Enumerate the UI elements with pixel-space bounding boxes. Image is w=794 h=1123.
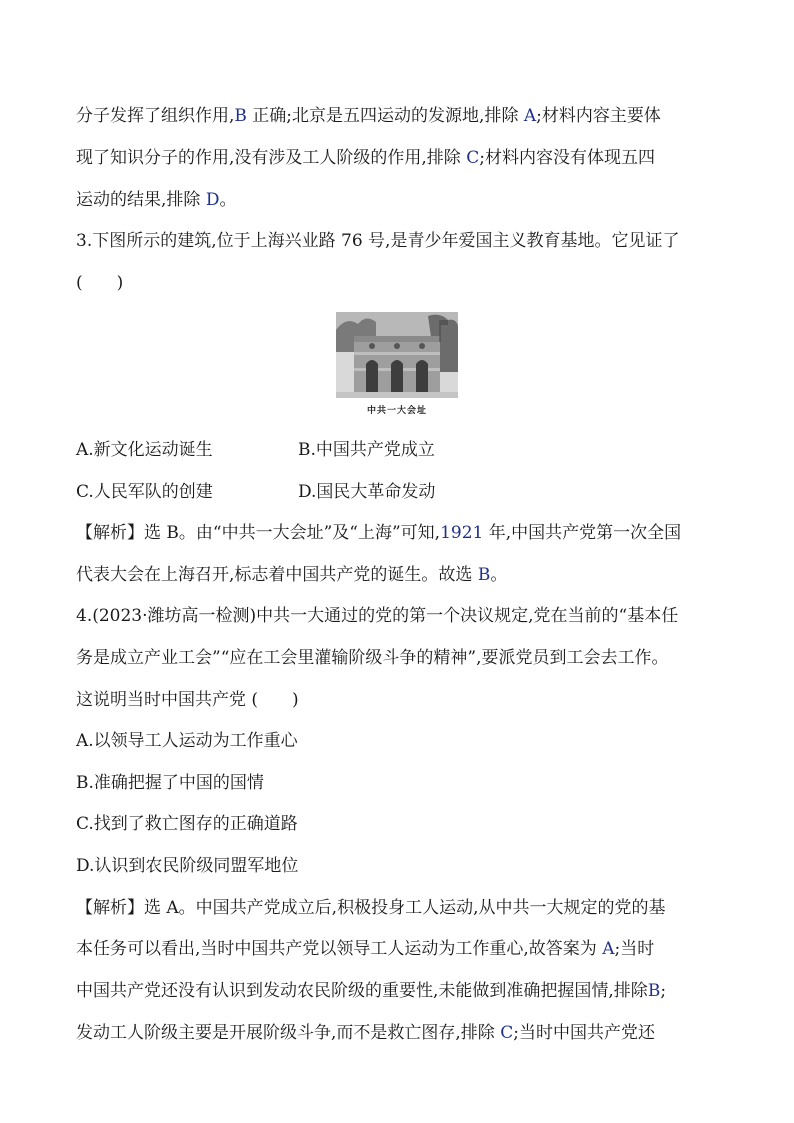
option-letter: C [466,148,480,168]
text-segment: 。 [219,190,237,210]
question-4-stem: 这说明当时中国共产党 ( ) [76,690,299,710]
text-segment: 运动的结果,排除 [76,190,206,210]
option-letter: D [205,190,220,210]
text-segment: ;材料内容没有体现五四 [479,148,655,168]
question-4-stem: 4.(2023·潍坊高一检测)中共一大通过的党的第一个决议规定,党在当前的“基本任 [76,606,679,626]
text-segment: 。 [490,565,508,585]
option-a: A.新文化运动诞生 [76,440,213,460]
text-segment: 【解析】选 B。由“中共一大会址”及“上海”可知, [76,523,441,543]
text-line [76,146,655,170]
text-segment: 中国共产党还没有认识到发动农民阶级的重要性,未能做到准确把握国情,排除 [76,981,648,1001]
option-d: D.国民大革命发动 [298,482,436,502]
text-segment: ;当时中国共产党还 [513,1023,655,1043]
question-4-stem: 务是成立产业工会”“应在工会里灌输阶级斗争的精神”,要派党员到工会去工作。 [76,648,669,668]
option-b: B.中国共产党成立 [298,440,435,460]
analysis-line [76,1021,655,1045]
answer-blank: ( ) [76,273,124,293]
option-a: A.以领导工人运动为工作重心 [76,731,298,751]
year-value: 1921 [440,523,484,543]
text-segment: 代表大会在上海召开,标志着中国共产党的诞生。故选 [76,565,478,585]
option-letter: B [477,565,491,585]
analysis-line [76,937,654,961]
text-segment: 年,中国共产党第一次全国 [483,523,682,543]
text-segment: ;材料内容主要体 [536,106,661,126]
text-segment: ; [660,981,667,1001]
building-photo [336,312,458,398]
text-segment: 本任务可以看出,当时中国共产党以领导工人运动为工作重心,故答案为 [76,939,603,959]
option-c: C.人民军队的创建 [76,482,213,502]
text-line [76,188,236,212]
analysis-line: 【解析】选 A。中国共产党成立后,积极投身工人运动,从中共一大规定的党的基 [76,898,666,918]
text-segment: 分子发挥了组织作用, [76,106,235,126]
text-line [76,104,661,128]
analysis-line [76,979,666,1003]
option-d: D.认识到农民阶级同盟军地位 [76,856,299,876]
analysis-line [76,563,507,587]
option-letter: B [234,106,247,126]
image-caption: 中共一大会址 [366,406,427,416]
text-segment: 现了知识分子的作用,没有涉及工人阶级的作用,排除 [76,148,467,168]
text-segment: ;当时 [614,939,655,959]
option-letter: A [523,106,537,126]
question-3-stem: 3.下图所示的建筑,位于上海兴业路 76 号,是青少年爱国主义教育基地。它见证了 [76,231,680,251]
text-segment: 发动工人阶级主要是开展阶级斗争,而不是救亡图存,排除 [76,1023,501,1043]
option-letter: B [647,981,661,1001]
text-segment: 正确;北京是五四运动的发源地,排除 [246,106,524,126]
analysis-line [76,521,681,545]
option-letter: C [500,1023,514,1043]
option-c: C.找到了救亡图存的正确道路 [76,814,298,834]
option-b: B.准确把握了中国的国情 [76,773,264,793]
option-letter: A [602,939,615,959]
